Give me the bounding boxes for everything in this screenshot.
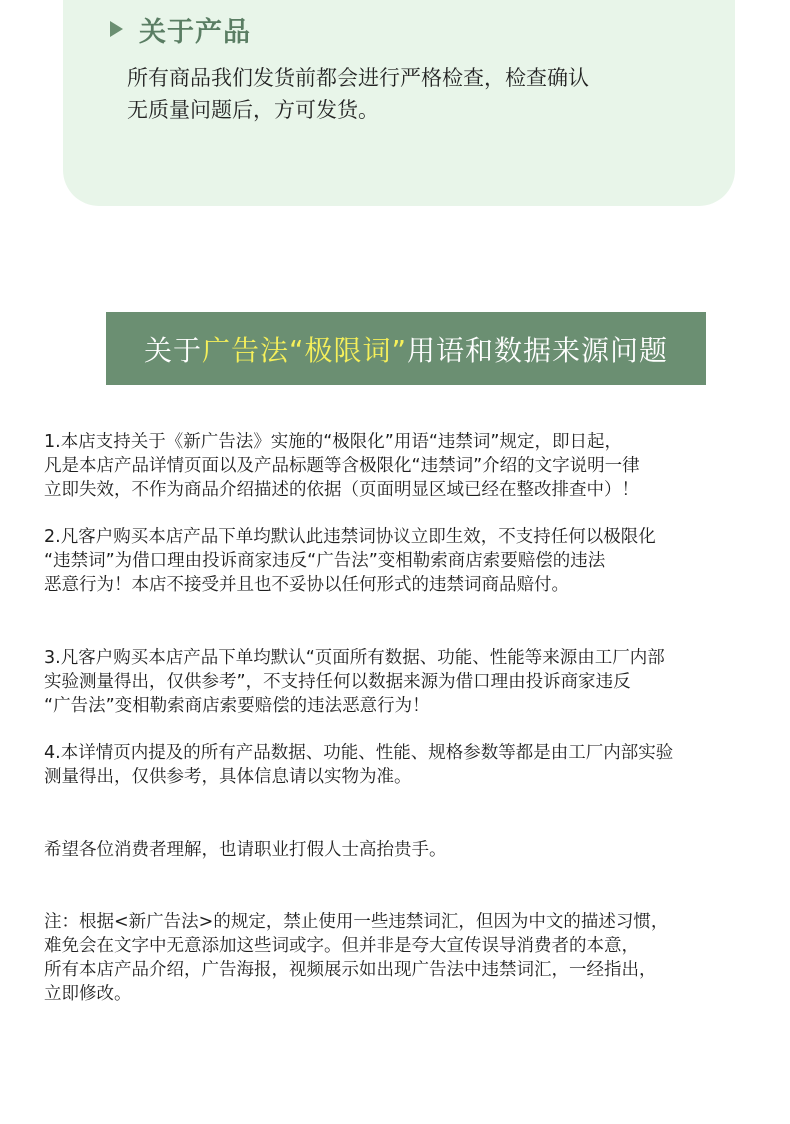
- notice-line: 希望各位消费者理解，也请职业打假人士高抬贵手。: [44, 840, 447, 860]
- notice-line: 难免会在文字中无意添加这些词或字。但并非是夸大宣传误导消费者的本意，: [44, 936, 639, 956]
- notice-paragraph-3: [44, 646, 774, 718]
- notice-paragraph-2: [44, 525, 774, 597]
- notice-paragraph-1: [44, 430, 774, 502]
- notice-line: 3.凡客户购买本店产品下单均默认“页面所有数据、功能、性能等来源由工厂内部: [44, 648, 665, 668]
- notice-appeal: [44, 838, 774, 862]
- notice-footnote: [44, 910, 774, 1006]
- notice-line: 4.本详情页内提及的所有产品数据、功能、性能、规格参数等都是由工厂内部实验: [44, 743, 674, 763]
- notice-line: 恶意行为！本店不接受并且也不妥协以任何形式的违禁词商品赔付。: [44, 575, 569, 595]
- section-banner: [106, 312, 706, 385]
- banner-highlight: 广告法“极限词”: [201, 333, 407, 367]
- notice-line: 所有本店产品介绍，广告海报，视频展示如出现广告法中违禁词汇，一经指出，: [44, 960, 657, 980]
- triangle-bullet-icon: [110, 21, 123, 37]
- banner-text-part3: 用语和数据来源问题: [407, 333, 669, 367]
- product-description-line: 无质量问题后，方可发货。: [127, 98, 379, 122]
- notice-line: 注：根据<新广告法>的规定，禁止使用一些违禁词汇，但因为中文的描述习惯，: [44, 912, 669, 932]
- notice-line: 立即失效，不作为商品介绍描述的依据（页面明显区域已经在整改排查中）！: [44, 480, 639, 500]
- product-title: 关于产品: [139, 16, 251, 48]
- notice-line: 1.本店支持关于《新广告法》实施的“极限化”用语“违禁词”规定，即日起，: [44, 432, 622, 452]
- product-description-line: 所有商品我们发货前都会进行严格检查，检查确认: [127, 66, 589, 90]
- banner-text-part1: 关于: [143, 333, 202, 367]
- notice-line: 测量得出，仅供参考，具体信息请以实物为准。: [44, 767, 412, 787]
- notice-line: “违禁词”为借口理由投诉商家违反“广告法”变相勒索商店索要赔偿的违法: [44, 551, 606, 571]
- notice-line: 2.凡客户购买本店产品下单均默认此违禁词协议立即生效，不支持任何以极限化: [44, 527, 656, 547]
- notice-line: 凡是本店产品详情页面以及产品标题等含极限化“违禁词”介绍的文字说明一律: [44, 456, 640, 476]
- notice-line: 实验测量得出，仅供参考”，不支持任何以数据来源为借口理由投诉商家违反: [44, 672, 631, 692]
- notice-line: 立即修改。: [44, 984, 132, 1004]
- product-description: [127, 62, 687, 126]
- product-heading: [110, 10, 251, 48]
- notice-line: “广告法”变相勒索商店索要赔偿的违法恶意行为！: [44, 696, 430, 716]
- notice-paragraph-4: [44, 741, 774, 789]
